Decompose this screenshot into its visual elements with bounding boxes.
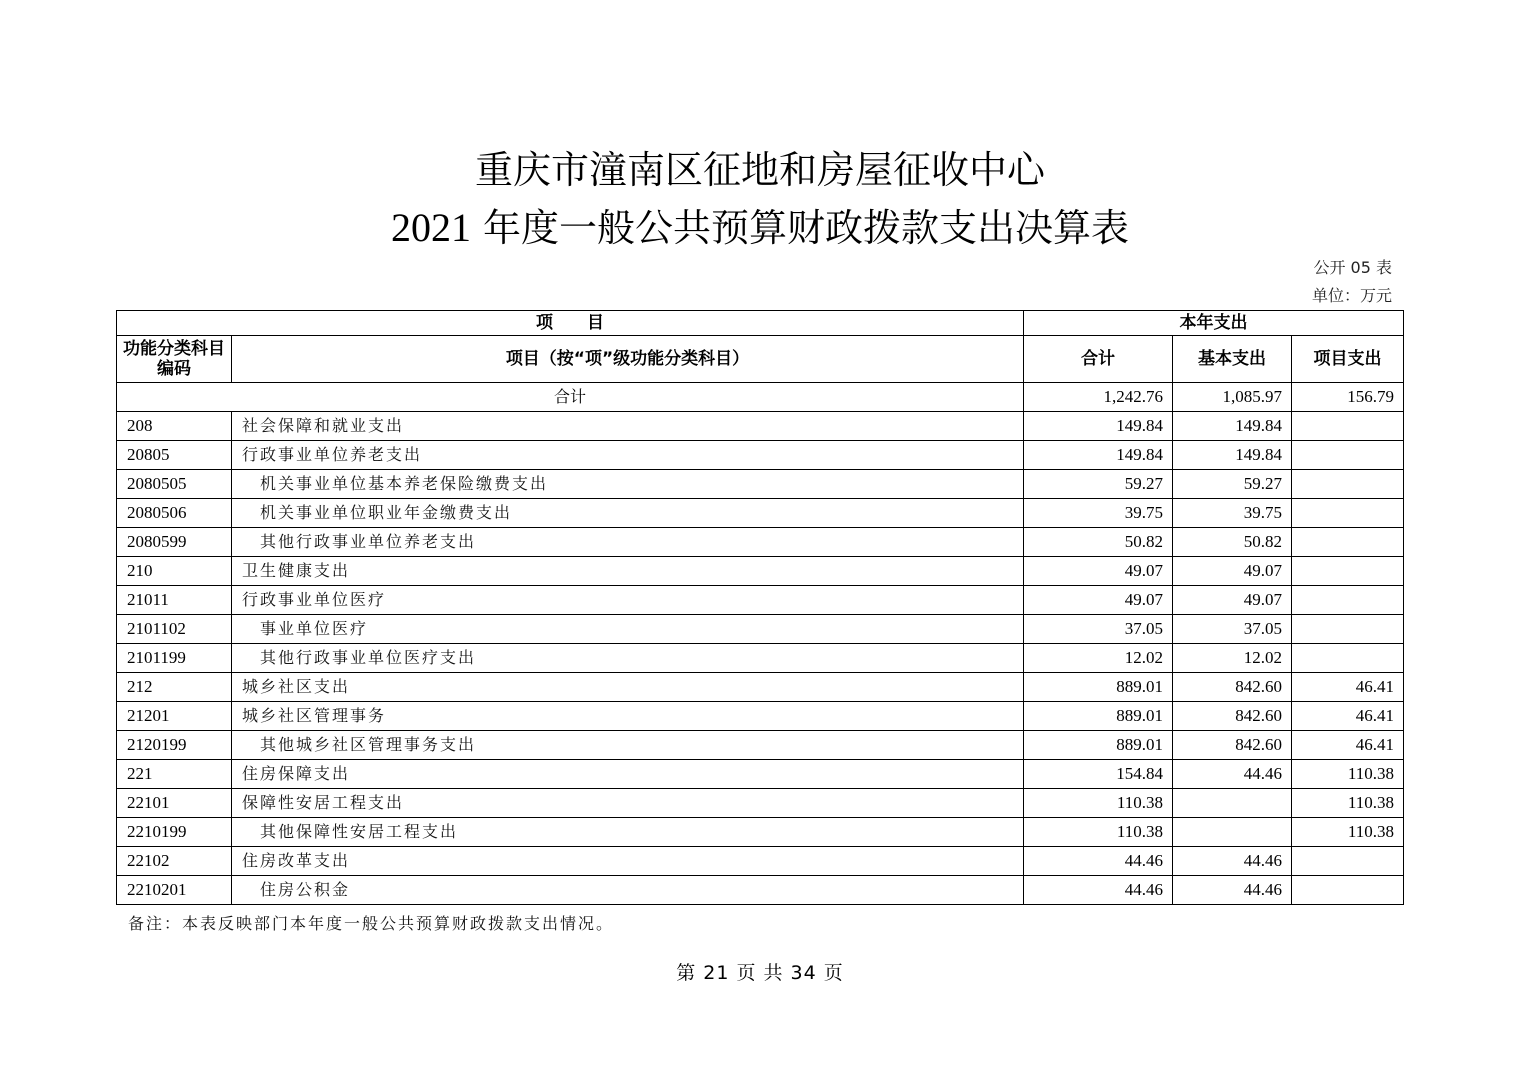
row-basic: 37.05	[1173, 615, 1292, 644]
row-total: 154.84	[1024, 760, 1173, 789]
row-code: 2101199	[117, 644, 232, 673]
row-name: 机关事业单位基本养老保险缴费支出	[232, 470, 1024, 499]
table-row	[117, 644, 1404, 673]
total-basic: 1,085.97	[1173, 383, 1292, 412]
row-project: 110.38	[1292, 818, 1404, 847]
row-basic: 39.75	[1173, 499, 1292, 528]
budget-table	[116, 310, 1404, 905]
row-name: 其他行政事业单位医疗支出	[232, 644, 1024, 673]
table-row	[117, 441, 1404, 470]
row-name: 其他城乡社区管理事务支出	[232, 731, 1024, 760]
table-header-row-2	[117, 336, 1404, 383]
row-total: 59.27	[1024, 470, 1173, 499]
table-row	[117, 702, 1404, 731]
row-code: 22102	[117, 847, 232, 876]
row-project	[1292, 847, 1404, 876]
row-basic: 149.84	[1173, 441, 1292, 470]
title-subtitle-text: 年度一般公共预算财政拨款支出决算表	[470, 206, 1130, 250]
row-basic: 842.60	[1173, 731, 1292, 760]
column-header-project: 项目支出	[1292, 336, 1404, 383]
row-code: 208	[117, 412, 232, 441]
row-code: 210	[117, 557, 232, 586]
row-basic: 44.46	[1173, 847, 1292, 876]
row-total: 149.84	[1024, 441, 1173, 470]
row-project	[1292, 412, 1404, 441]
row-basic: 149.84	[1173, 412, 1292, 441]
table-row	[117, 499, 1404, 528]
table-number: 公开 05 表	[1313, 258, 1392, 277]
row-project: 110.38	[1292, 760, 1404, 789]
row-code: 2101102	[117, 615, 232, 644]
document-subtitle	[0, 204, 1520, 252]
row-total: 44.46	[1024, 876, 1173, 905]
row-total: 49.07	[1024, 586, 1173, 615]
row-basic: 49.07	[1173, 586, 1292, 615]
row-total: 12.02	[1024, 644, 1173, 673]
row-basic	[1173, 789, 1292, 818]
row-basic: 50.82	[1173, 528, 1292, 557]
total-row	[117, 383, 1404, 412]
table-row	[117, 557, 1404, 586]
row-basic: 44.46	[1173, 876, 1292, 905]
row-code: 2080506	[117, 499, 232, 528]
row-code: 22101	[117, 789, 232, 818]
table-row	[117, 818, 1404, 847]
row-project	[1292, 499, 1404, 528]
row-project	[1292, 586, 1404, 615]
row-code: 2210199	[117, 818, 232, 847]
total-project: 156.79	[1292, 383, 1404, 412]
column-header-basic: 基本支出	[1173, 336, 1292, 383]
row-project	[1292, 441, 1404, 470]
title-year: 2021	[390, 205, 471, 250]
page-number: 第 21 页 共 34 页	[676, 962, 844, 984]
row-name: 事业单位医疗	[232, 615, 1024, 644]
row-project	[1292, 470, 1404, 499]
row-name: 行政事业单位医疗	[232, 586, 1024, 615]
table-row	[117, 470, 1404, 499]
row-code: 21201	[117, 702, 232, 731]
table-row	[117, 586, 1404, 615]
table-row	[117, 789, 1404, 818]
table-row	[117, 847, 1404, 876]
row-basic: 842.60	[1173, 673, 1292, 702]
row-name: 住房保障支出	[232, 760, 1024, 789]
row-project	[1292, 557, 1404, 586]
header-item: 项 目	[117, 311, 1024, 336]
row-code: 2210201	[117, 876, 232, 905]
row-code: 221	[117, 760, 232, 789]
row-basic: 12.02	[1173, 644, 1292, 673]
row-name: 住房改革支出	[232, 847, 1024, 876]
row-code: 21011	[117, 586, 232, 615]
row-basic: 49.07	[1173, 557, 1292, 586]
row-name: 住房公积金	[232, 876, 1024, 905]
table-row	[117, 673, 1404, 702]
row-project: 46.41	[1292, 731, 1404, 760]
row-name: 卫生健康支出	[232, 557, 1024, 586]
row-project: 110.38	[1292, 789, 1404, 818]
table-row	[117, 760, 1404, 789]
row-name: 机关事业单位职业年金缴费支出	[232, 499, 1024, 528]
row-basic	[1173, 818, 1292, 847]
header-current-year-expense: 本年支出	[1024, 311, 1404, 336]
row-code: 212	[117, 673, 232, 702]
row-basic: 59.27	[1173, 470, 1292, 499]
row-total: 110.38	[1024, 818, 1173, 847]
row-total: 50.82	[1024, 528, 1173, 557]
row-name: 保障性安居工程支出	[232, 789, 1024, 818]
row-project	[1292, 876, 1404, 905]
table-row	[117, 731, 1404, 760]
row-code: 20805	[117, 441, 232, 470]
row-name: 行政事业单位养老支出	[232, 441, 1024, 470]
row-code: 2080505	[117, 470, 232, 499]
row-code: 2120199	[117, 731, 232, 760]
row-total: 37.05	[1024, 615, 1173, 644]
row-code: 2080599	[117, 528, 232, 557]
row-total: 110.38	[1024, 789, 1173, 818]
column-header-code: 功能分类科目编码	[117, 336, 232, 383]
total-label: 合计	[117, 383, 1024, 412]
row-project	[1292, 615, 1404, 644]
table-note: 备注：本表反映部门本年度一般公共预算财政拨款支出情况。	[128, 914, 615, 933]
row-project	[1292, 528, 1404, 557]
row-total: 889.01	[1024, 702, 1173, 731]
row-name: 城乡社区支出	[232, 673, 1024, 702]
row-total: 889.01	[1024, 673, 1173, 702]
row-project	[1292, 644, 1404, 673]
row-total: 149.84	[1024, 412, 1173, 441]
row-basic: 44.46	[1173, 760, 1292, 789]
table-row	[117, 412, 1404, 441]
row-basic: 842.60	[1173, 702, 1292, 731]
table-row	[117, 615, 1404, 644]
row-name: 其他保障性安居工程支出	[232, 818, 1024, 847]
row-name: 社会保障和就业支出	[232, 412, 1024, 441]
row-name: 城乡社区管理事务	[232, 702, 1024, 731]
row-total: 44.46	[1024, 847, 1173, 876]
document-title: 重庆市潼南区征地和房屋征收中心	[474, 148, 1045, 192]
table-row	[117, 528, 1404, 557]
row-project: 46.41	[1292, 673, 1404, 702]
row-total: 39.75	[1024, 499, 1173, 528]
table-header-row-1	[117, 311, 1404, 336]
column-header-name: 项目（按“项”级功能分类科目）	[232, 336, 1024, 383]
unit-label: 单位：万元	[1311, 286, 1392, 305]
row-name: 其他行政事业单位养老支出	[232, 528, 1024, 557]
row-project: 46.41	[1292, 702, 1404, 731]
column-header-total: 合计	[1024, 336, 1173, 383]
row-total: 49.07	[1024, 557, 1173, 586]
total-amount: 1,242.76	[1024, 383, 1173, 412]
row-total: 889.01	[1024, 731, 1173, 760]
table-row	[117, 876, 1404, 905]
